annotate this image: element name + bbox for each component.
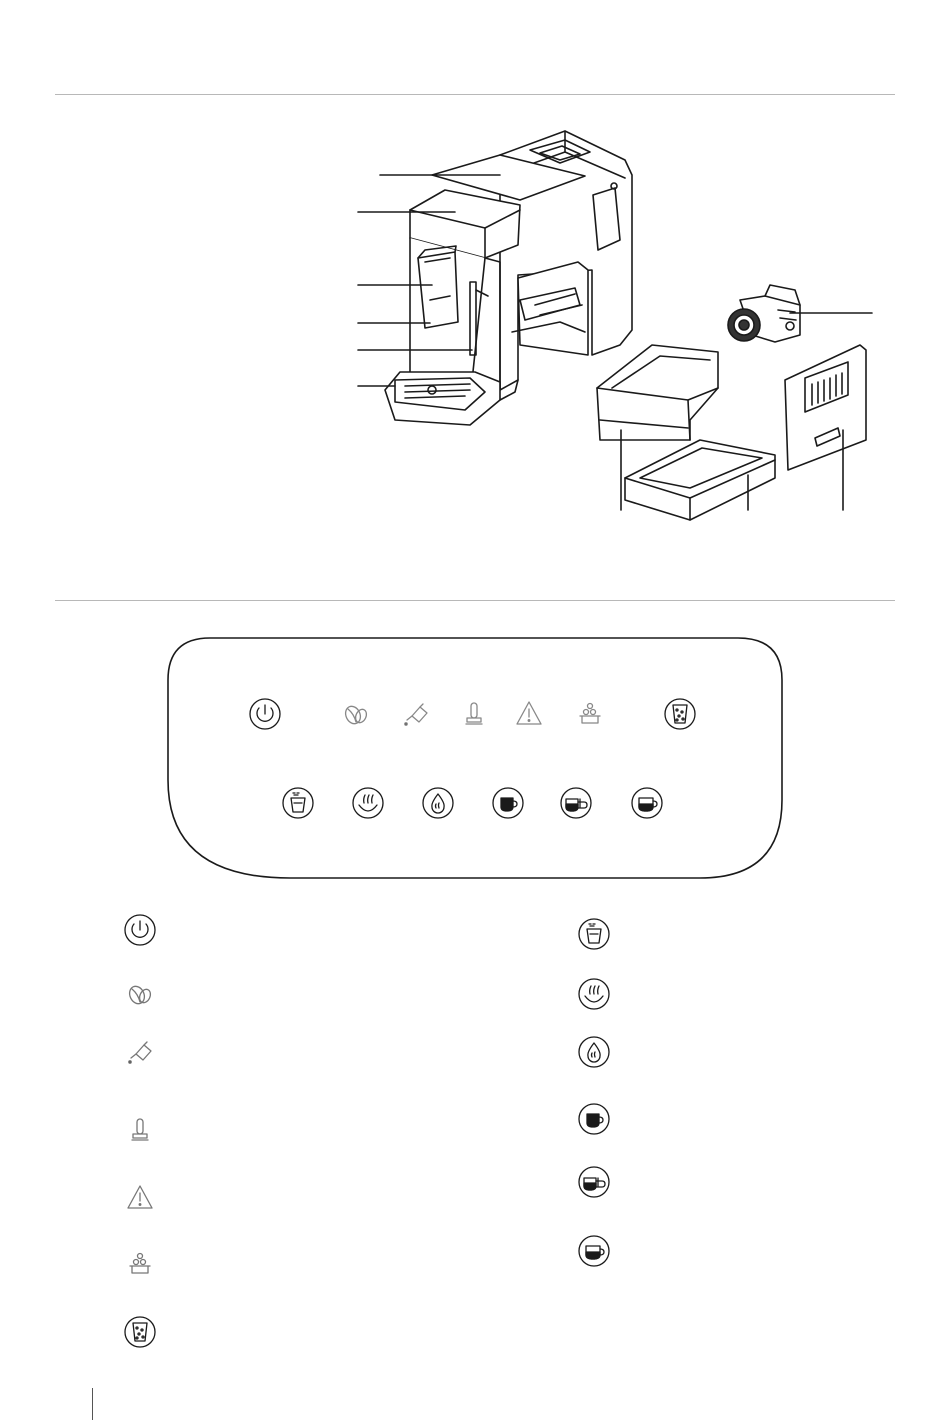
- panel-espresso-icon[interactable]: [488, 783, 528, 823]
- page-margin-mark: [92, 1388, 93, 1420]
- legend-water-tank-icon: [120, 1312, 160, 1352]
- legend-steam-icon: [574, 974, 614, 1014]
- panel-warning-icon: [509, 694, 549, 734]
- legend-double-espresso-icon: [574, 1162, 614, 1202]
- legend-espresso-icon: [574, 1099, 614, 1139]
- legend-power-icon: [120, 910, 160, 950]
- panel-power-icon[interactable]: [245, 694, 285, 734]
- panel-coffee-icon[interactable]: [627, 783, 667, 823]
- legend-beans-icon: [120, 974, 160, 1014]
- panel-descale-icon: [396, 694, 436, 734]
- legend-tamper-icon: [120, 1110, 160, 1150]
- panel-tamper-icon: [454, 694, 494, 734]
- panel-grounds-icon: [570, 694, 610, 734]
- panel-water-tank-icon: [660, 694, 700, 734]
- legend-descale-icon: [120, 1032, 160, 1072]
- legend-warning-icon: [120, 1178, 160, 1218]
- legend-hot-water-icon: [574, 1032, 614, 1072]
- panel-beans-icon: [336, 694, 376, 734]
- panel-milk-froth-icon[interactable]: [278, 783, 318, 823]
- legend-grounds-icon: [120, 1244, 160, 1284]
- legend-coffee-icon: [574, 1231, 614, 1271]
- legend-milk-froth-icon: [574, 914, 614, 954]
- panel-hot-water-icon[interactable]: [418, 783, 458, 823]
- panel-outline: [168, 638, 782, 878]
- panel-steam-icon[interactable]: [348, 783, 388, 823]
- panel-double-espresso-icon[interactable]: [556, 783, 596, 823]
